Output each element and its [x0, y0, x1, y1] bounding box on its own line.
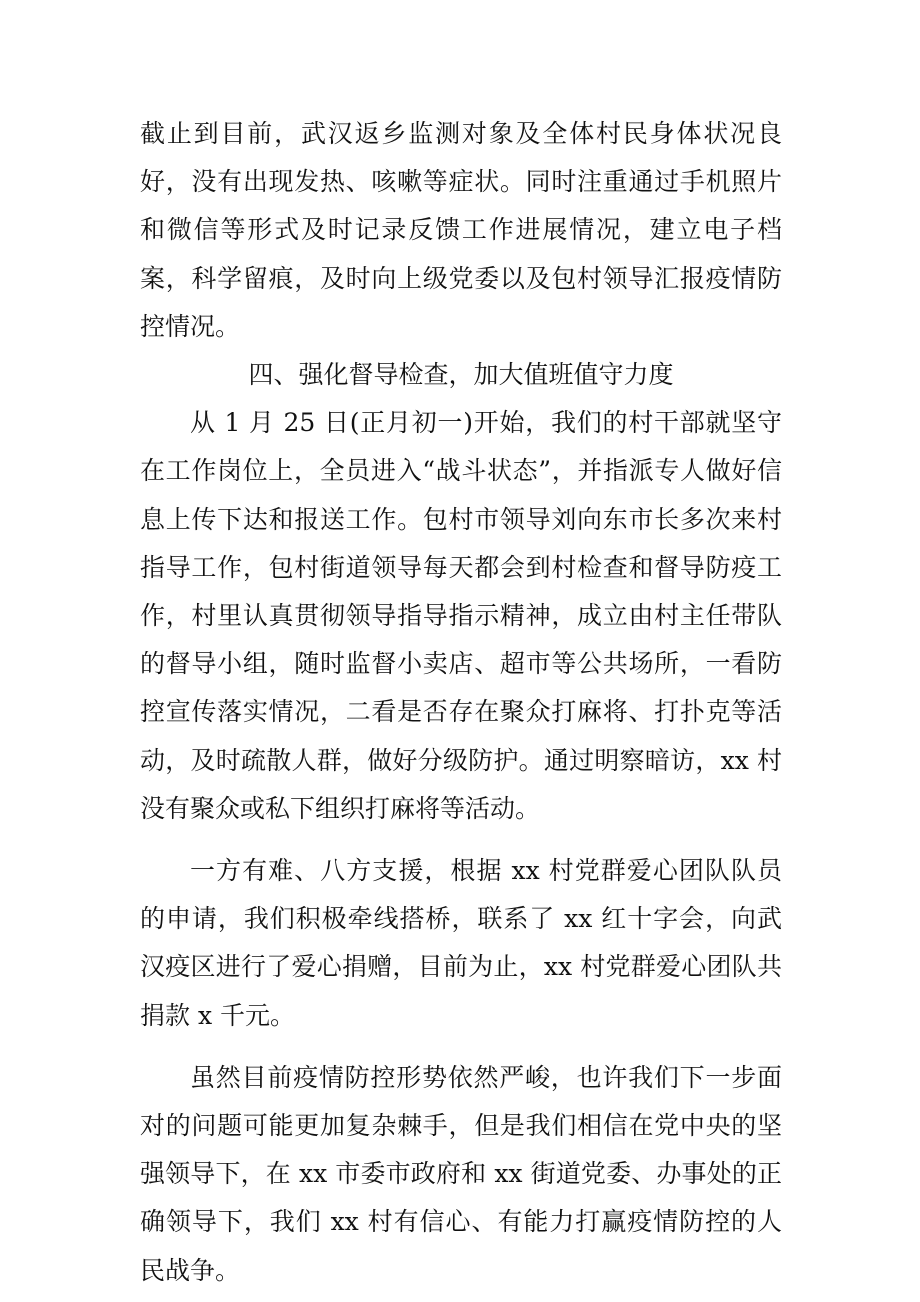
- document-body: [140, 110, 782, 1295]
- paragraph-donation: 一方有难、八方支援，根据 xx 村党群爱心团队队员的申请，我们积极牵线搭桥，联系了 xx 红十字会，向武汉疫区进行了爱心捐赠，目前为止，xx 村党群爱心团队共捐款 x 千元。: [140, 856, 782, 1030]
- paragraph-status-summary: 截止到目前，武汉返乡监测对象及全体村民身体状况良好，没有出现发热、咳嗽等症状。同时注重通过手机照片和微信等形式及时记录反馈工作进展情况，建立电子档案，科学留痕，及时向上级党委以及包村领导汇报疫情防控情况。: [140, 119, 782, 341]
- section-heading: 四、强化督导检查，加大值班值守力度: [248, 360, 674, 390]
- paragraph-supervision: 从 1 月 25 日(正月初一)开始，我们的村干部就坚守在工作岗位上，全员进入“战斗状态”，并指派专人做好信息上传下达和报送工作。包村市领导刘向东市长多次来村指导工作，包村街道领导每天都会到村检查和督导防疫工作，村里认真贯彻领导指导指示精神，成立由村主任带队的督导小组，随时监督小卖店、超市等公共场所，一看防控宣传落实情况，二看是否存在聚众打麻将、打扑克等活动，及时疏散人群，做好分级防护。通过明察暗访，xx 村没有聚众或私下组织打麻将等活动。: [140, 408, 782, 823]
- paragraph-conclusion: 虽然目前疫情防控形势依然严峻，也许我们下一步面对的问题可能更加复杂棘手，但是我们相信在党中央的坚强领导下，在 xx 市委市政府和 xx 街道党委、办事处的正确领导下，我们 xx 村有信心、有能力打赢疫情防控的人民战争。: [140, 1062, 782, 1285]
